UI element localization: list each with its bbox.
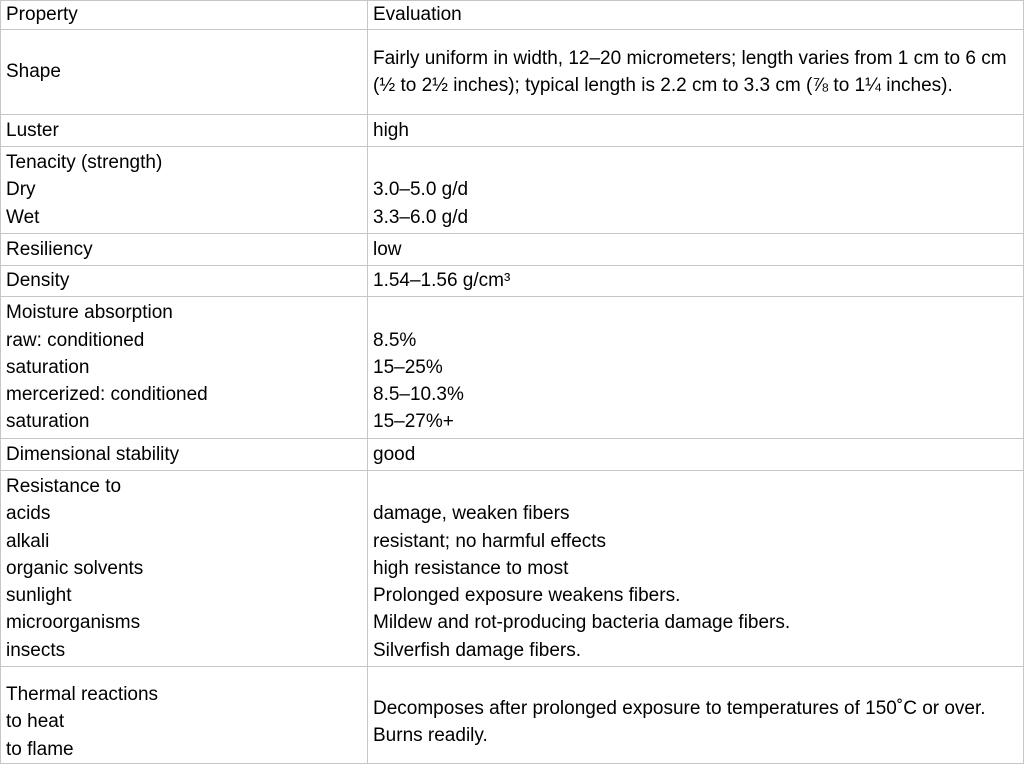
evaluation-value: Mildew and rot-producing bacteria damage fibers. — [373, 612, 791, 634]
header-property: Property — [1, 1, 368, 30]
table-row-density — [1, 266, 1024, 297]
evaluation-cell — [368, 30, 1024, 115]
property-cell — [1, 297, 368, 439]
sub-property: Wet — [6, 206, 40, 228]
evaluation-cell: good — [368, 439, 1024, 471]
evaluation-cell — [368, 471, 1024, 667]
table-row-luster — [1, 115, 1024, 147]
evaluation-value: 15–25% — [373, 356, 443, 378]
property-heading: Thermal reactions — [6, 684, 159, 705]
evaluation-cell — [368, 667, 1024, 764]
property-cell: Resiliency — [1, 234, 368, 266]
evaluation-cell: low — [368, 234, 1024, 266]
table-row-resiliency — [1, 234, 1024, 266]
sub-property: to heat — [6, 711, 65, 733]
property-cell — [1, 667, 368, 764]
evaluation-cell: high — [368, 115, 1024, 147]
sub-property: sunlight — [6, 585, 72, 607]
property-cell: Density — [1, 266, 368, 297]
sub-property: microorganisms — [6, 612, 141, 634]
property-heading: Resistance to — [6, 475, 122, 497]
property-cell: Shape — [1, 30, 368, 115]
sub-property: alkali — [6, 530, 50, 552]
evaluation-value: high resistance to most — [373, 557, 569, 579]
evaluation-value: damage, weaken fibers — [373, 503, 570, 525]
property-cell — [1, 147, 368, 234]
property-heading: Moisture absorption — [6, 302, 173, 324]
sub-property: insects — [6, 639, 66, 661]
sub-property: mercerized: conditioned — [6, 384, 208, 406]
evaluation-value: resistant; no harmful effects — [373, 530, 607, 552]
table-row-shape — [1, 30, 1024, 115]
evaluation-cell — [368, 297, 1024, 439]
evaluation-value: Silverfish damage fibers. — [373, 639, 582, 661]
property-cell — [1, 471, 368, 667]
table-row-tenacity — [1, 147, 1024, 234]
evaluation-text: Fairly uniform in width, 12–20 micrometers; length varies from 1 cm to 6 cm (½ to 2½ inches); typical length is 2.2 cm to 3.3 cm (⅞ to 1¼ inches). — [373, 47, 1007, 96]
property-cell: Luster — [1, 115, 368, 147]
evaluation-value: 3.0–5.0 g/d — [373, 179, 469, 201]
sub-property: to flame — [6, 738, 74, 760]
evaluation-value: Prolonged exposure weakens fibers. — [373, 585, 681, 607]
table-row-resistance — [1, 471, 1024, 667]
header-evaluation: Evaluation — [368, 1, 1024, 30]
property-cell: Dimensional stability — [1, 439, 368, 471]
evaluation-value: 8.5–10.3% — [373, 384, 464, 406]
evaluation-cell — [368, 147, 1024, 234]
sub-property: Dry — [6, 179, 36, 201]
sub-property: saturation — [6, 356, 90, 378]
evaluation-cell: 1.54–1.56 g/cm³ — [368, 266, 1024, 297]
table-row-thermal — [1, 667, 1024, 764]
table-row-moisture — [1, 297, 1024, 439]
table-header-row — [1, 1, 1024, 30]
evaluation-value: 15–27%+ — [373, 411, 454, 433]
sub-property: acids — [6, 503, 51, 525]
property-heading: Tenacity (strength) — [6, 152, 163, 174]
sub-property: raw: conditioned — [6, 329, 145, 351]
sub-property: saturation — [6, 411, 90, 433]
evaluation-value: 3.3–6.0 g/d — [373, 206, 469, 228]
evaluation-value: 8.5% — [373, 329, 417, 351]
sub-property: organic solvents — [6, 557, 144, 579]
table-row-dimensional-stability — [1, 439, 1024, 471]
evaluation-value: Burns readily. — [373, 725, 488, 747]
evaluation-value: Decomposes after prolonged exposure to temperatures of 150˚C or over. — [373, 698, 986, 719]
